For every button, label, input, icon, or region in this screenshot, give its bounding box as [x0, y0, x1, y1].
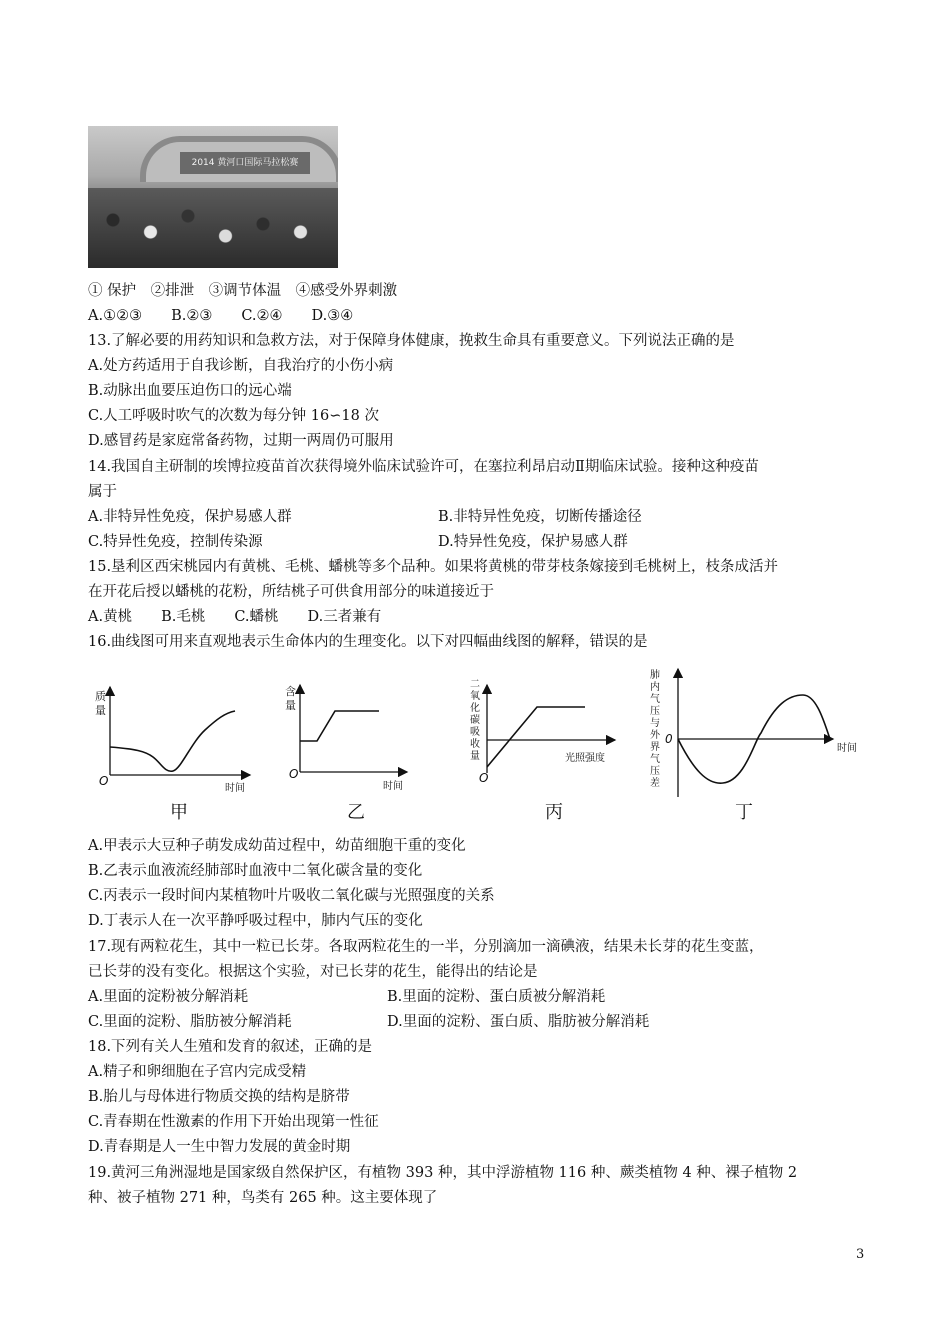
graph-bing-ylabel-1: 二	[470, 679, 480, 690]
graph-bing-ylabel-2: 氧	[470, 691, 480, 702]
graph-bing-ylabel-3: 化	[470, 703, 480, 714]
photo-banner	[180, 152, 310, 174]
q18-option-c: C.青春期在性激素的作用下开始出现第一性征	[88, 1114, 379, 1130]
q13-option-d: D.感冒药是家庭常备药物，过期一两周仍可服用	[88, 433, 394, 449]
q15-stem: 15.垦利区西宋桃园内有黄桃、毛桃、蟠桃等多个品种。如果将黄桃的带芽枝条嫁接到毛桃树上，枝条成活并	[88, 559, 779, 575]
q17-option-d: D.里面的淀粉、蛋白质、脂肪被分解消耗	[387, 1014, 650, 1030]
graph-jia-origin: O	[99, 774, 109, 788]
graph-jia-curve	[110, 711, 235, 771]
q14-option-d: D.特异性免疫，保护易感人群	[438, 534, 628, 550]
graph-bing-origin: O	[479, 771, 489, 785]
photo-runners	[88, 188, 338, 268]
q13-option-b: B.动脉出血要压迫伤口的远心端	[88, 383, 292, 399]
graph-ding-ylabel-3: 气	[650, 694, 660, 705]
graph-yi-ylabel-1: 含	[285, 685, 296, 698]
q14-stem: 14.我国自主研制的埃博拉疫苗首次获得境外临床试验许可，在塞拉利昂启动Ⅱ期临床试验。接种这种疫苗	[88, 459, 759, 475]
graph-bing-ylabel-7: 量	[470, 751, 480, 762]
graph-jia	[95, 687, 250, 823]
graph-ding-ylabel-2: 内	[650, 682, 660, 693]
graph-bing-ylabel-4: 碳	[470, 715, 480, 726]
graph-jia-xlabel: 时间	[225, 783, 245, 794]
graph-yi-origin: O	[289, 767, 299, 781]
graph-bing-ylabel-5: 吸	[470, 727, 480, 738]
graph-bing-caption: 丙	[545, 802, 563, 823]
graph-yi-xlabel: 时间	[383, 781, 403, 792]
graph-yi-ylabel-2: 量	[285, 699, 296, 712]
graph-ding-caption: 丁	[735, 802, 753, 823]
graph-bing	[470, 679, 615, 823]
q17-stem: 17.现有两粒花生，其中一粒已长芽。各取两粒花生的一半，分别滴加一滴碘液，结果未长芽的花生变蓝，	[88, 939, 764, 955]
graph-ding-ylabel-1: 肺	[650, 670, 660, 681]
q13-option-c: C.人工呼吸时吹气的次数为每分钟 16∽18 次	[88, 408, 379, 424]
q18-stem: 18.下列有关人生殖和发育的叙述，正确的是	[88, 1039, 373, 1055]
graph-ding-ylabel-5: 与	[650, 718, 660, 729]
graph-bing-ylabel-6: 收	[470, 739, 480, 750]
q15-stem-cont: 在开花后授以蟠桃的花粉，所结桃子可供食用部分的味道接近于	[88, 584, 494, 600]
q14-option-c: C.特异性免疫，控制传染源	[88, 534, 263, 550]
graph-ding-origin: 0	[665, 732, 673, 746]
graph-jia-ylabel-2: 量	[95, 704, 106, 717]
graph-ding-ylabel-6: 外	[650, 730, 660, 741]
q16-option-b: B.乙表示血液流经肺部时血液中二氧化碳含量的变化	[88, 863, 423, 879]
graph-bing-xlabel: 光照强度	[565, 753, 605, 764]
q19-stem: 19.黄河三角洲湿地是国家级自然保护区，有植物 393 种，其中浮游植物 116 种、蕨类植物 4 种、裸子植物 2	[88, 1165, 798, 1181]
photo-banner-text: 黄河口国际马拉松赛	[217, 158, 299, 168]
q16-option-c: C.丙表示一段时间内某植物叶片吸收二氧化碳与光照强度的关系	[88, 888, 495, 904]
q14-stem-cont: 属于	[88, 484, 117, 500]
graph-yi	[285, 684, 407, 823]
graph-ding	[650, 668, 857, 823]
q19-stem-cont: 种、被子植物 271 种，鸟类有 265 种。这主要体现了	[88, 1190, 438, 1206]
graph-ding-ylabel-8: 气	[650, 754, 660, 765]
graph-ding-ylabel-4: 压	[650, 706, 660, 717]
q16-option-a: A.甲表示大豆种子萌发成幼苗过程中，幼苗细胞干重的变化	[88, 838, 466, 854]
q14-option-b: B.非特异性免疫，切断传播途径	[438, 509, 642, 525]
page-number: 3	[856, 1247, 865, 1262]
graph-ding-ylabel-10: 差	[650, 778, 660, 789]
q17-stem-cont: 已长芽的没有变化。根据这个实验，对已长芽的花生，能得出的结论是	[88, 964, 538, 980]
graph-yi-curve	[300, 711, 379, 741]
graph-yi-caption: 乙	[347, 802, 365, 823]
q13-option-a: A.处方药适用于自我诊断，自我治疗的小伤小病	[88, 358, 394, 374]
q18-option-a: A.精子和卵细胞在子宫内完成受精	[88, 1064, 307, 1080]
q17-option-b: B.里面的淀粉、蛋白质被分解消耗	[387, 989, 606, 1005]
photo-banner-year: 2014	[191, 158, 215, 168]
q17-option-c: C.里面的淀粉、脂肪被分解消耗	[88, 1014, 292, 1030]
q16-stem: 16.曲线图可用来直观地表示生命体内的生理变化。以下对四幅曲线图的解释，错误的是	[88, 634, 648, 650]
graph-ding-ylabel-7: 界	[650, 742, 660, 753]
q16-curve-diagrams	[95, 665, 875, 830]
q14-option-a: A.非特异性免疫，保护易感人群	[88, 509, 292, 525]
q15-options: A.黄桃 B.毛桃 C.蟠桃 D.三者兼有	[88, 609, 382, 625]
q18-option-d: D.青春期是人一生中智力发展的黄金时期	[88, 1139, 351, 1155]
graph-jia-ylabel-1: 质	[95, 690, 106, 703]
graph-ding-ylabel-9: 压	[650, 766, 660, 777]
q12-choices: ① 保护 ②排泄 ③调节体温 ④感受外界刺激	[88, 283, 398, 299]
q17-option-a: A.里面的淀粉被分解消耗	[88, 989, 249, 1005]
graph-ding-xlabel: 时间	[837, 743, 857, 754]
q13-stem: 13.了解必要的用药知识和急救方法，对于保障身体健康，挽救生命具有重要意义。下列说法正确的是	[88, 333, 735, 349]
graph-jia-caption: 甲	[170, 802, 188, 823]
q16-option-d: D.丁表示人在一次平静呼吸过程中，肺内气压的变化	[88, 913, 423, 929]
q18-option-b: B.胎儿与母体进行物质交换的结构是脐带	[88, 1089, 350, 1105]
marathon-photo	[88, 126, 338, 268]
q12-options: A.①②③ B.②③ C.②④ D.③④	[88, 308, 354, 324]
